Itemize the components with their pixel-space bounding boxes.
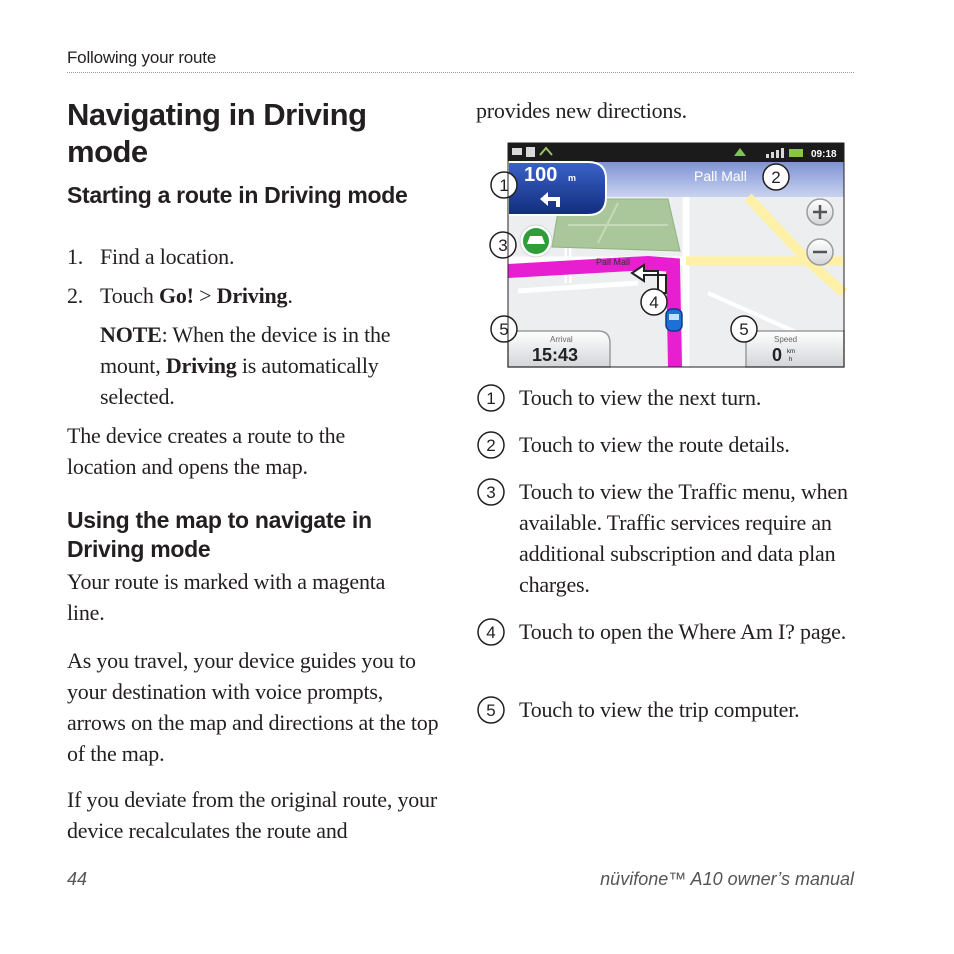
- step-text: Find a location.: [100, 244, 235, 269]
- svg-text:5: 5: [499, 320, 509, 339]
- step-text: Touch: [100, 283, 159, 308]
- svg-text:1: 1: [499, 176, 509, 195]
- svg-text:3: 3: [486, 483, 496, 502]
- svg-text:2: 2: [486, 436, 496, 455]
- paragraph-magenta-line: Your route is marked with a magenta line.: [67, 569, 386, 625]
- page-title: Navigating in Driving mode: [67, 97, 367, 169]
- section-heading-using-map: Using the map to navigate in Driving mode: [67, 507, 372, 562]
- arrival-button[interactable]: [508, 331, 610, 367]
- step-2: [67, 280, 293, 311]
- svg-text:5: 5: [739, 320, 749, 339]
- signal-icon: [781, 148, 784, 158]
- manual-title: nüvifone™ A10 owner’s manual: [600, 869, 854, 889]
- speed-unit-bottom: h: [789, 357, 793, 363]
- go-keyword: Go!: [158, 283, 194, 308]
- svg-text:4: 4: [649, 293, 659, 312]
- callout-text: Touch to view the route details.: [519, 432, 790, 457]
- callout-number-4: [476, 617, 508, 649]
- callout-text: Touch to view the trip computer.: [519, 697, 800, 722]
- turn-unit: m: [568, 173, 577, 183]
- map-street-label: Pall Mall: [596, 257, 631, 267]
- callout-number-5: [476, 695, 508, 727]
- marker-5-left: [491, 316, 517, 342]
- step-end: .: [287, 283, 293, 308]
- callout-number-1: [476, 383, 508, 415]
- turn-distance: 100: [524, 164, 558, 186]
- callout-number-2: [476, 430, 508, 462]
- paragraph-deviate: If you deviate from the original route, your device recalculates the route and: [67, 787, 437, 843]
- note-label: NOTE: [100, 322, 162, 347]
- step-number: 1.: [67, 244, 84, 269]
- voicemail-icon: [512, 148, 522, 155]
- marker-5-right: [731, 316, 757, 342]
- traffic-car-icon: [527, 236, 545, 244]
- callout-text: Touch to view the next turn.: [519, 385, 762, 410]
- step-1: [67, 241, 234, 272]
- header-divider: [67, 72, 854, 73]
- separator: >: [193, 283, 217, 308]
- callout-number-3: [476, 477, 508, 509]
- zoom-in-button[interactable]: [807, 199, 833, 225]
- callout-text: Touch to view the Traffic menu, when available. Traffic services require an additional subscription and data plan charges.: [519, 479, 848, 597]
- section-heading-starting: Starting a route in Driving mode: [67, 182, 408, 208]
- note-driving: Driving: [165, 353, 237, 378]
- speed-label: Speed: [774, 335, 798, 344]
- step-number: 2.: [67, 283, 84, 308]
- svg-text:3: 3: [498, 236, 508, 255]
- speed-value: 0: [772, 345, 783, 365]
- page-number: 44: [67, 869, 88, 889]
- next-turn-button[interactable]: [508, 162, 606, 215]
- vehicle-icon: [666, 309, 682, 331]
- speed-unit-top: km: [787, 349, 795, 355]
- arrival-time: 15:43: [532, 345, 579, 365]
- paragraph-continued: provides new directions.: [476, 98, 687, 123]
- svg-text:4: 4: [486, 623, 496, 642]
- callout-text: Touch to open the Where Am I? page.: [519, 619, 847, 644]
- svg-text:5: 5: [486, 701, 496, 720]
- zoom-out-button[interactable]: [807, 239, 833, 265]
- battery-icon: [789, 149, 803, 157]
- traffic-button[interactable]: [520, 225, 552, 257]
- marker-2: [763, 164, 789, 190]
- speed-button[interactable]: [746, 331, 844, 367]
- driving-keyword: Driving: [216, 283, 288, 308]
- note-text-end: is automatically selected.: [100, 353, 379, 409]
- street-name: Pall Mall: [694, 168, 747, 184]
- note-text: : When the device is in the mount,: [100, 322, 391, 378]
- marker-3: [490, 232, 516, 258]
- paragraph-creates-route: The device creates a route to the location and opens the map.: [67, 423, 346, 479]
- svg-text:2: 2: [771, 168, 781, 187]
- map-screenshot: [498, 143, 844, 367]
- note-paragraph: [100, 319, 440, 412]
- arrival-label: Arrival: [550, 335, 573, 344]
- marker-4: [641, 289, 667, 315]
- marker-1: [491, 172, 517, 198]
- svg-text:1: 1: [486, 389, 496, 408]
- sim-icon: [526, 147, 535, 157]
- paragraph-voice-prompts: As you travel, your device guides you to your destination with voice prompts, arrows on the map and directions at the top of the map.: [67, 648, 439, 766]
- status-time: 09:18: [811, 149, 837, 160]
- running-header: Following your route: [67, 48, 217, 67]
